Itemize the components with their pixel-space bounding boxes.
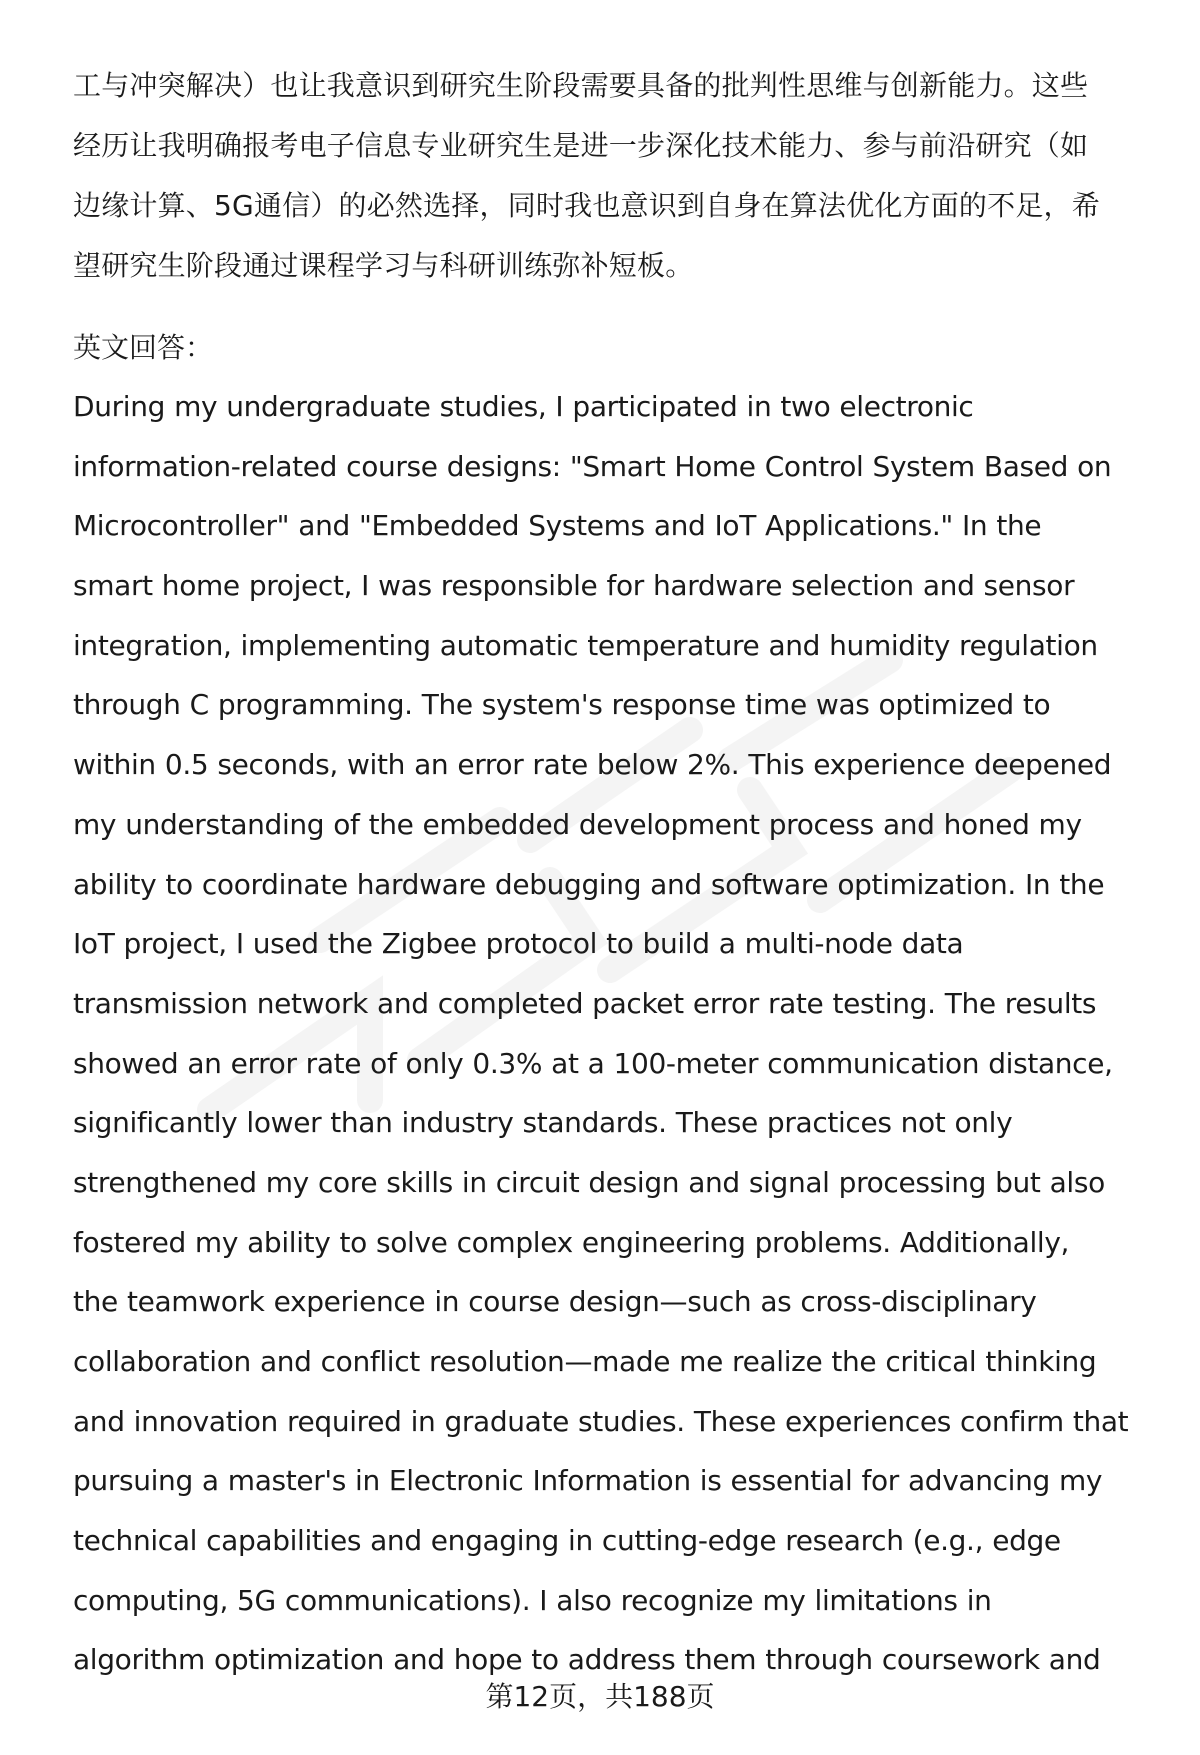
- english-line: information-related course designs: "Smart Home Control System Based on: [73, 449, 1112, 483]
- english-answer-heading: 英文回答：: [73, 331, 214, 364]
- english-line: strengthened my core skills in circuit design and signal processing but also: [73, 1165, 1105, 1199]
- english-line: IoT project, I used the Zigbee protocol to build a multi-node data: [73, 927, 964, 961]
- english-line: through C programming. The system's response time was optimized to: [73, 688, 1051, 722]
- chinese-line: 边缘计算、5G通信）的必然选择，同时我也意识到自身在算法优化方面的不足，希: [73, 189, 1100, 222]
- english-line: showed an error rate of only 0.3% at a 100-meter communication distance,: [73, 1046, 1113, 1080]
- english-line: Microcontroller" and "Embedded Systems and IoT Applications." In the: [73, 509, 1042, 543]
- english-line: smart home project, I was responsible for hardware selection and sensor: [73, 569, 1075, 603]
- page-number-footer: 第12页，共188页: [485, 1680, 715, 1713]
- english-line: my understanding of the embedded development process and honed my: [73, 807, 1082, 841]
- english-line: computing, 5G communications). I also recognize my limitations in: [73, 1583, 992, 1617]
- english-line: pursuing a master's in Electronic Information is essential for advancing my: [73, 1464, 1103, 1498]
- chinese-line: 经历让我明确报考电子信息专业研究生是进一步深化技术能力、参与前沿研究（如: [73, 129, 1089, 162]
- english-line: collaboration and conflict resolution—made me realize the critical thinking: [73, 1345, 1097, 1378]
- chinese-line: 工与冲突解决）也让我意识到研究生阶段需要具备的批判性思维与创新能力。这些: [73, 69, 1089, 102]
- english-paragraph: [73, 377, 1168, 1690]
- english-line: During my undergraduate studies, I participated in two electronic: [73, 390, 974, 423]
- english-line: and innovation required in graduate studies. These experiences confirm that: [73, 1404, 1129, 1438]
- english-line: technical capabilities and engaging in cutting-edge research (e.g., edge: [73, 1524, 1061, 1558]
- english-line: fostered my ability to solve complex engineering problems. Additionally,: [73, 1225, 1070, 1259]
- english-line: the teamwork experience in course design—such as cross-disciplinary: [73, 1285, 1037, 1319]
- chinese-line: 望研究生阶段通过课程学习与科研训练弥补短板。: [73, 249, 694, 282]
- chinese-paragraph: [73, 56, 1163, 296]
- english-line: algorithm optimization and hope to address them through coursework and: [73, 1643, 1101, 1677]
- english-line: within 0.5 seconds, with an error rate below 2%. This experience deepened: [73, 748, 1112, 782]
- english-line: transmission network and completed packet error rate testing. The results: [73, 986, 1097, 1020]
- english-line: significantly lower than industry standards. These practices not only: [73, 1106, 1013, 1140]
- english-line: integration, implementing automatic temperature and humidity regulation: [73, 628, 1098, 662]
- english-line: ability to coordinate hardware debugging and software optimization. In the: [73, 867, 1105, 901]
